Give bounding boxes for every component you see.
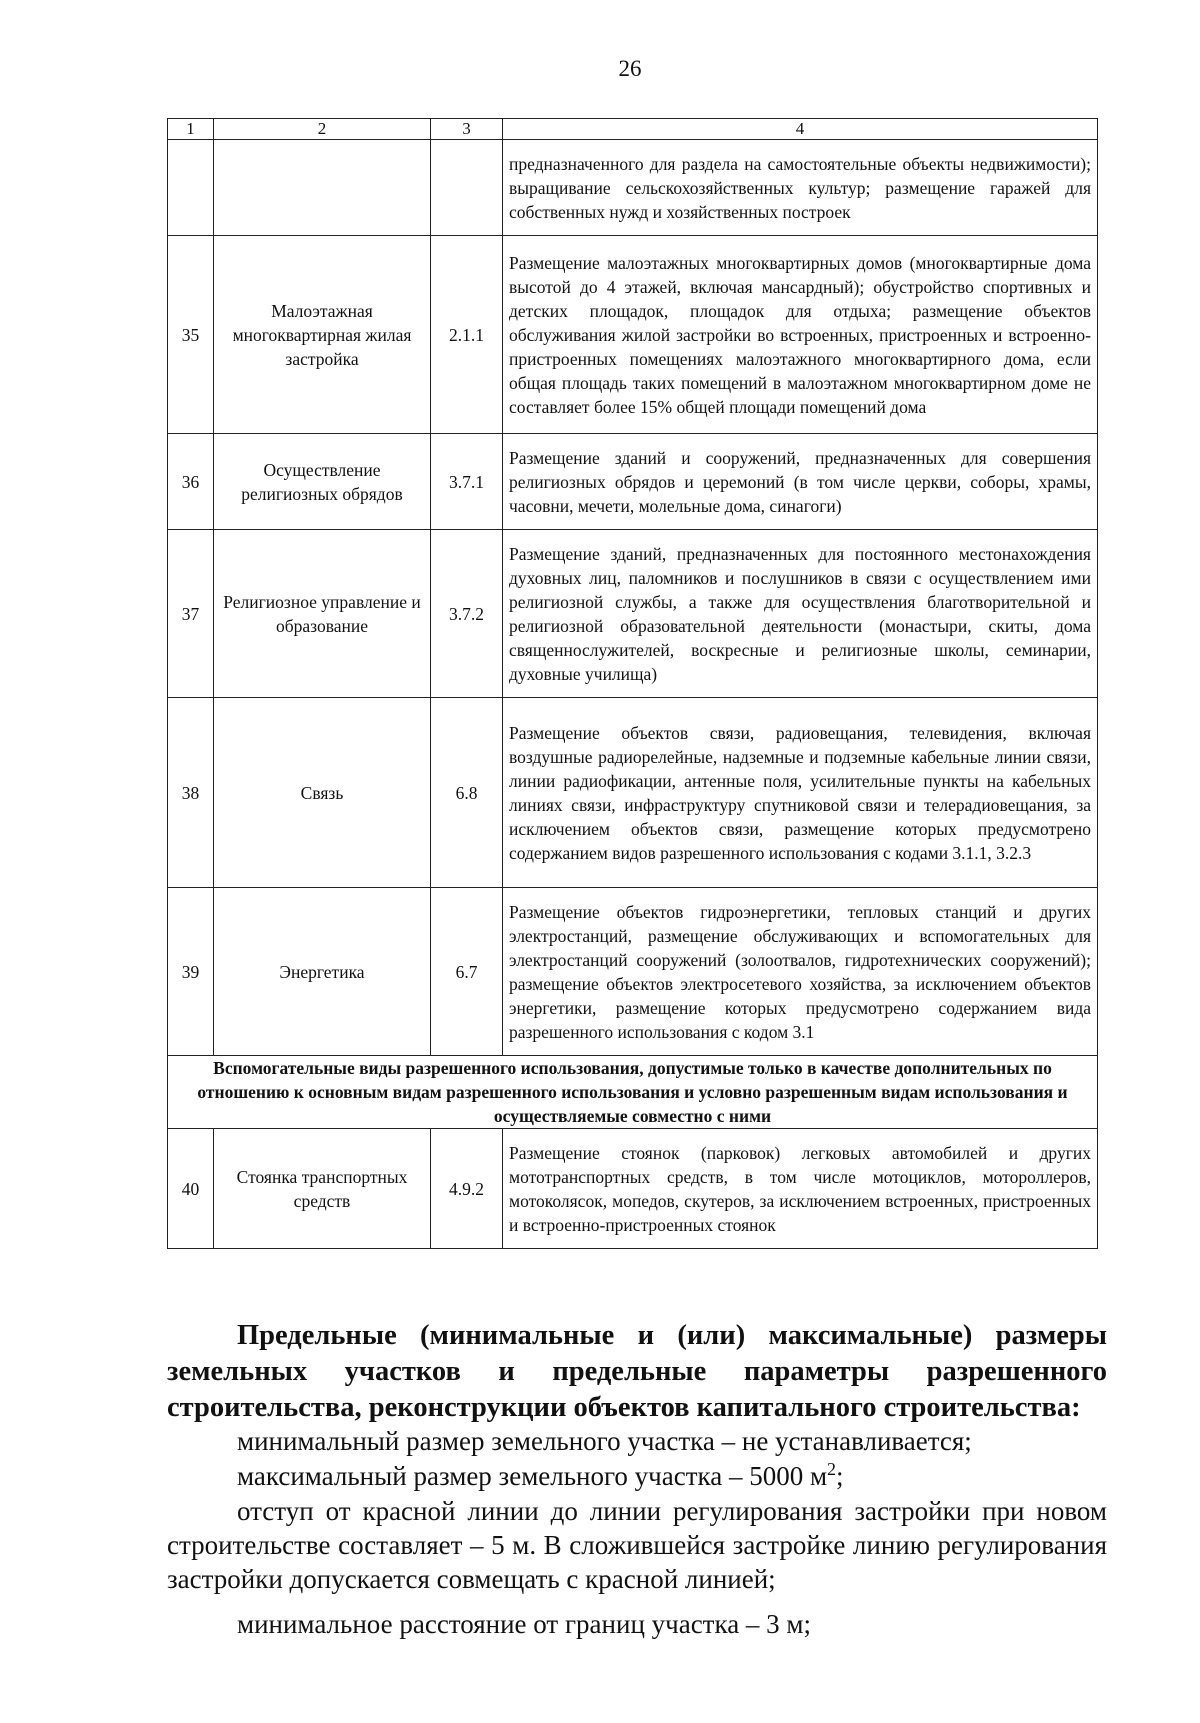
row-description-cell: Размещение стоянок (парковок) легковых автомобилей и других мототранспортных средств, в том числе мотоциклов, мотороллеров, мотоколясок, мопедов, скутеров, за исключением встроенных, пристроенных и встроенно-пристроенных стоянок: [503, 1129, 1098, 1249]
row-code-cell: 3.7.1: [431, 434, 503, 530]
column-header: 3: [431, 119, 503, 140]
row-name-cell: Малоэтажная многоквартирная жилая застройка: [214, 236, 431, 434]
column-header: 1: [168, 119, 214, 140]
row-number-cell: 40: [168, 1129, 214, 1249]
table-row: [168, 236, 1098, 434]
row-description-cell: Размещение зданий, предназначенных для постоянного местонахождения духовных лиц, паломников и послушников в связи с осуществлением ими религиозной службы, а также для осуществления благотворительной и религиозной образовательной деятельности (монастыри, скиты, дома священнослужителей, воскресные и религиозные школы, семинарии, духовные училища): [503, 530, 1098, 698]
row-code-cell: 2.1.1: [431, 236, 503, 434]
row-code-cell: [431, 140, 503, 236]
column-header: 4: [503, 119, 1098, 140]
row-code-cell: 3.7.2: [431, 530, 503, 698]
row-name-cell: Религиозное управление и образование: [214, 530, 431, 698]
row-name-cell: Стоянка транспортных средств: [214, 1129, 431, 1249]
row-name-cell: Осуществление религиозных обрядов: [214, 434, 431, 530]
row-code-cell: 6.8: [431, 698, 503, 888]
row-description-cell: Размещение зданий и сооружений, предназначенных для совершения религиозных обрядов и церемоний (в том числе церкви, соборы, храмы, часовни, мечети, молельные дома, синагоги): [503, 434, 1098, 530]
table-row: [168, 1129, 1098, 1249]
row-description-cell: предназначенного для раздела на самостоятельные объекты недвижимости); выращивание сельскохозяйственных культур; размещение гаражей для собственных нужд и хозяйственных построек: [503, 140, 1098, 236]
column-header: 2: [214, 119, 431, 140]
paragraph-setback: отступ от красной линии до линии регулирования застройки при новом строительстве составляет – 5 м. В сложившейся застройке линию регулирования застройки допускается совмещать с красной линией;: [167, 1496, 1107, 1594]
section-heading: Предельные (минимальные и (или) максимальные) размеры земельных участков и предельные параметры разрешенного строительства, реконструкции объектов капитального строительства:: [167, 1320, 1107, 1423]
row-number-cell: 38: [168, 698, 214, 888]
max-size-text: максимальный размер земельного участка – 5000 м: [237, 1461, 828, 1491]
row-number-cell: 35: [168, 236, 214, 434]
table-row: [168, 698, 1098, 888]
row-code-cell: 4.9.2: [431, 1129, 503, 1249]
page-number: 26: [618, 56, 642, 81]
table-header-row: [168, 119, 1098, 140]
section-title: Вспомогательные виды разрешенного использования, допустимые только в качестве дополнительных по отношению к основным видам разрешенного использования и условно разрешенным видам использования и осуществляемые совместно с ними: [168, 1056, 1098, 1129]
row-number-cell: [168, 140, 214, 236]
paragraph-min-size: минимальный размер земельного участка – не устанавливается;: [237, 1426, 972, 1456]
row-name-cell: Связь: [214, 698, 431, 888]
paragraph-max-size: [167, 1459, 1107, 1493]
section-title-row: [168, 1056, 1098, 1129]
row-name-cell: Энергетика: [214, 888, 431, 1056]
superscript-exponent: 2: [827, 1459, 837, 1479]
row-code-cell: 6.7: [431, 888, 503, 1056]
table-row-continuation: [168, 140, 1098, 236]
table-row: [168, 888, 1098, 1056]
row-description-cell: Размещение объектов гидроэнергетики, тепловых станций и других электростанций, размещение обслуживающих и вспомогательных для электростанций сооружений (золоотвалов, гидротехнических сооружений); размещение объектов электросетевого хозяйства, за исключением объектов энергетики, размещение которых предусмотрено содержанием вида разрешенного использования с кодом 3.1: [503, 888, 1098, 1056]
max-size-suffix: ;: [836, 1461, 844, 1491]
paragraph-min-distance: минимальное расстояние от границ участка – 3 м;: [237, 1609, 812, 1639]
table-row: [168, 530, 1098, 698]
table-row: [168, 434, 1098, 530]
row-number-cell: 39: [168, 888, 214, 1056]
row-description-cell: Размещение малоэтажных многоквартирных домов (многоквартирные дома высотой до 4 этажей, включая мансардный); обустройство спортивных и детских площадок, площадок для отдыха; размещение объектов обслуживания жилой застройки во встроенных, пристроенных и встроенно-пристроенных помещениях малоэтажного многоквартирного дома, если общая площадь таких помещений в малоэтажном многоквартирном доме не составляет более 15% общей площади помещений дома: [503, 236, 1098, 434]
row-description-cell: Размещение объектов связи, радиовещания, телевидения, включая воздушные радиорелейные, надземные и подземные кабельные линии связи, линии радиофикации, антенные поля, усилительные пункты на кабельных линиях связи, инфраструктуру спутниковой связи и телерадиовещания, за исключением объектов связи, размещение которых предусмотрено содержанием видов разрешенного использования с кодами 3.1.1, 3.2.3: [503, 698, 1098, 888]
row-number-cell: 37: [168, 530, 214, 698]
row-number-cell: 36: [168, 434, 214, 530]
land-use-table: [167, 118, 1098, 1249]
row-name-cell: [214, 140, 431, 236]
